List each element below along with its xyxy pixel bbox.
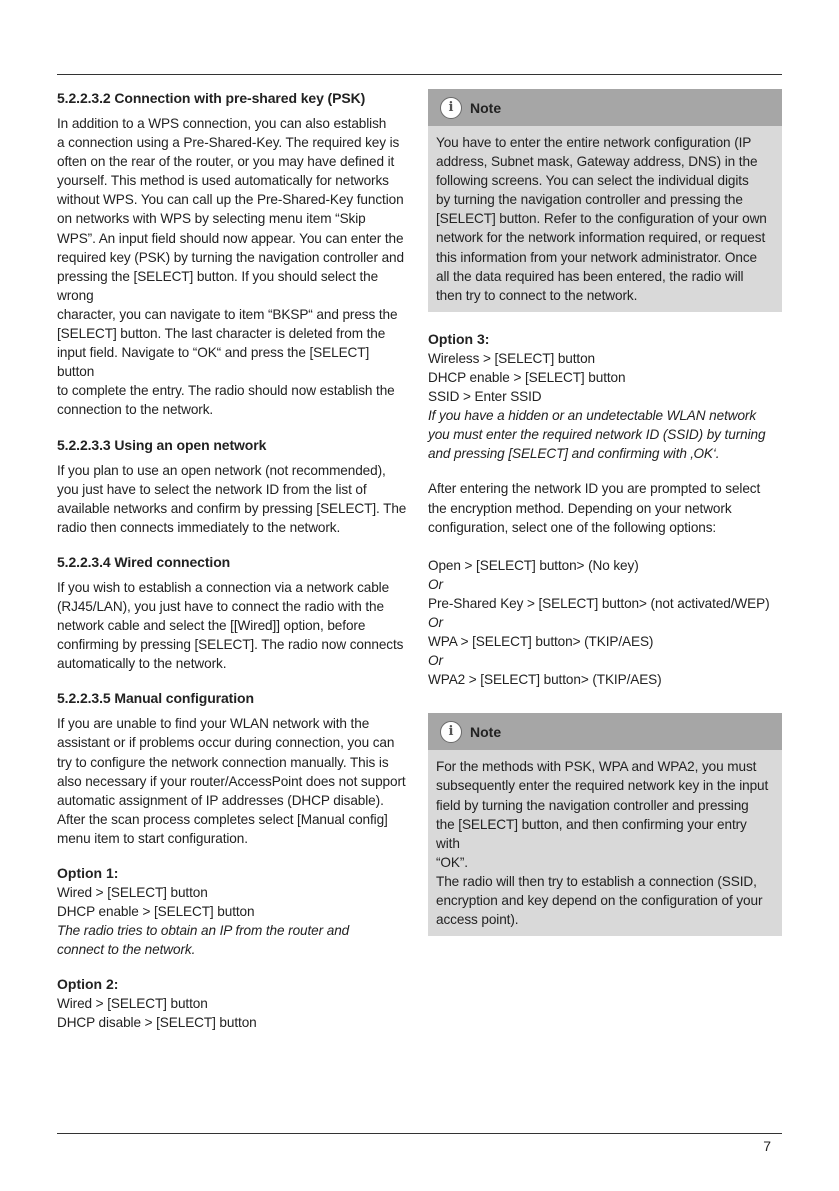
option-heading: Option 1:: [57, 865, 119, 881]
info-icon: i: [440, 97, 462, 119]
section-heading: 5.2.2.3.4 Wired connection: [57, 553, 231, 570]
option-3: [428, 330, 782, 464]
note-title: Note: [470, 99, 502, 116]
section-heading: 5.2.2.3.3 Using an open network: [57, 436, 267, 453]
page-number: 7: [763, 1138, 771, 1154]
note-title: Note: [470, 723, 502, 740]
section-wired: [57, 553, 409, 673]
section-psk: [57, 89, 409, 420]
encryption-options: Open > [SELECT] button> (No key) Or Pre-Shared Key > [SELECT] button> (not activated/WEP) Or WPA > [SELECT] button> (TKIP/AES) Or WPA2 > [SELECT] button> (TKIP/AES): [428, 557, 770, 688]
option-body: Wired > [SELECT] button DHCP enable > [SELECT] button The radio tries to obtain an IP from the router and connect to the network.: [57, 885, 350, 958]
section-heading: 5.2.2.3.2 Connection with pre-shared key (PSK): [57, 90, 366, 106]
section-heading: 5.2.2.3.5 Manual configuration: [57, 690, 254, 707]
section-body: If you are unable to find your WLAN network with the assistant or if problems occur during connection, you can try to configure the network connection manually. This is also necessary if your router/AccessPoint does not support automatic assignment of IP addresses (DHCP disable). After the scan process completes select [Manual config] menu item to start configuration.: [57, 716, 406, 846]
top-rule: [57, 74, 782, 75]
note-box: [428, 89, 782, 312]
encryption-section: [428, 479, 782, 689]
option-heading: Option 3:: [428, 330, 490, 347]
section-body: In addition to a WPS connection, you can also establish a connection using a Pre-Shared-Key. The required key is often on the rear of the router, or you may have defined it yourself. This method is used automatically for networks without WPS. You can call up the Pre-Shared-Key function on networks with WPS by selecting menu item “Skip WPS”. An input field should now appear. You can enter the required key (PSK) by turning the navigation controller and pressing the [SELECT] button. If you should select the wrong character, you can navigate to item “BKSP“ and press the [SELECT] button. The last character is deleted from the input field. Navigate to “OK“ and press the [SELECT] button to complete the entry. The radio should now establish the connection to the network.: [57, 116, 404, 418]
section-manual: [57, 689, 409, 848]
note-header: [428, 713, 782, 750]
note-body: For the methods with PSK, WPA and WPA2, you must subsequently enter the required network key in the input field by turning the navigation controller and pressing the [SELECT] button, and then confirming your entry with “OK”. The radio will then try to establish a connection (SSID, encryption and key depend on the configuration of your access point).: [436, 759, 769, 928]
section-body: If you wish to establish a connection via a network cable (RJ45/LAN), you just have to connect the radio with the network cable and select the [[Wired]] option, before confirming by pressing [SELECT]. The radio now connects automatically to the network.: [57, 579, 404, 672]
option-1: [57, 864, 409, 959]
note-box: [428, 713, 782, 936]
section-open-network: [57, 436, 409, 537]
left-column: [57, 89, 409, 1049]
right-column: [428, 89, 782, 954]
note-header: [428, 89, 782, 126]
section-body: If you plan to use an open network (not recommended), you just have to select the network ID from the list of available networks and confirm by pressing [SELECT]. The radio then connects immediately to the network.: [57, 462, 407, 535]
option-body: Wireless > [SELECT] button DHCP enable > [SELECT] button SSID > Enter SSID If you have a hidden or an undetectable WLAN network you must enter the required network ID (SSID) by turning and pressing [SELECT] and confirming with ‚OK‘.: [428, 350, 766, 462]
note-body: You have to enter the entire network configuration (IP address, Subnet mask, Gateway address, DNS) in the following screens. You can select the individual digits by turning the navigation controller and pressing the [SELECT] button. Refer to the configuration of your own network for the network information required, or request this information from your network administrator. Once all the data required has been entered, the radio will then try to connect to the network.: [436, 135, 767, 303]
bottom-rule: [57, 1133, 782, 1134]
encryption-intro: After entering the network ID you are prompted to select the encryption method. Depending on your network configuration, select one of the following options:: [428, 481, 761, 535]
option-heading: Option 2:: [57, 976, 119, 993]
info-icon: i: [440, 721, 462, 743]
option-body: Wired > [SELECT] button DHCP disable > [SELECT] button: [57, 996, 257, 1031]
option-2: [57, 975, 409, 1032]
